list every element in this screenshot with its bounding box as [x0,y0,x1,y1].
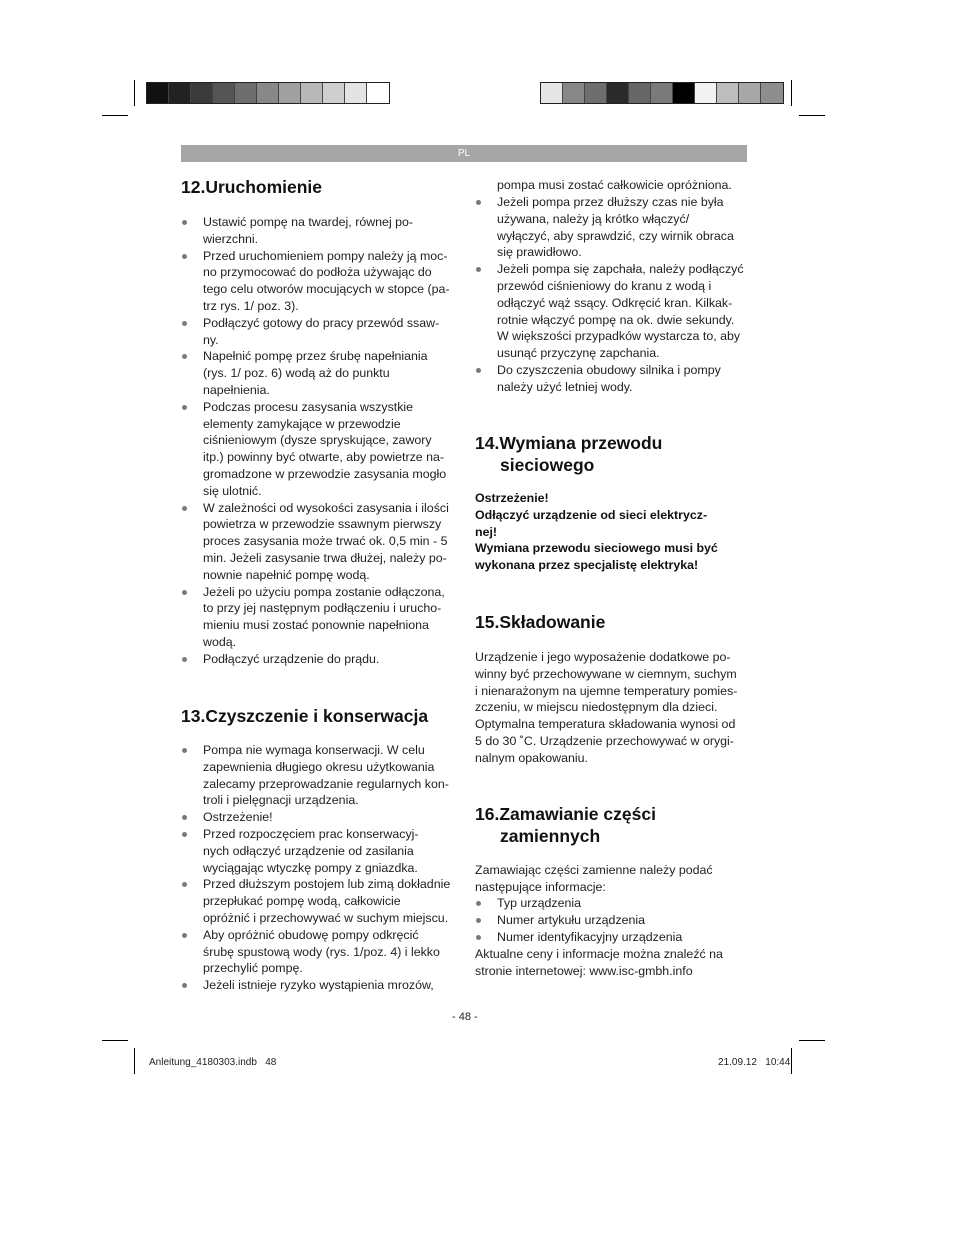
color-bar-right-swatch [739,83,761,103]
list-item [181,348,471,398]
list-item [181,826,471,876]
crop-mark-br-v [791,1048,792,1074]
footer-date: 21.09.12 10:44 [718,1057,791,1068]
text-line: (rys. 1/ poz. 6) wodą aż do punktu [203,366,390,381]
list-item [475,912,765,929]
text-line: nych odłączyć urządzenie od zasilania [203,843,414,858]
text-line: wodą. [203,634,237,649]
text-line: winny być przechowywane w ciemnym, suchym [475,666,737,681]
text-line: i nienarażonym na ujemne temperatury pomies- [475,683,738,698]
text-line: usunąć przyczynę zapchania. [497,346,660,361]
list-item [181,809,471,826]
color-bar-right-swatch [585,83,607,103]
text-line: Aby opróżnić obudowę pompy odkręcić [203,927,419,942]
text-line: następujące informacje: [475,879,606,894]
text-line: trz rys. 1/ poz. 3). [203,298,299,313]
text-line: Przed dłuższym postojem lub zimą dokładnie [203,877,451,892]
color-bar-left-swatch [147,83,169,103]
text-line: no przymocować do podłoża używając do [203,265,432,280]
section-title-line1: Zamawianie części [499,804,656,824]
section-number: 12. [181,177,206,197]
text-line: opróżnić i przechowywać w suchym miejscu. [203,910,449,925]
text-line: Numer artykułu urządzenia [497,912,646,927]
list-item [181,315,471,349]
text-line: tego celu otworów mocujących w stopce (pa- [203,282,450,297]
section-15-text [475,649,765,767]
text-line: Wymiana przewodu sieciowego musi być [475,541,718,556]
text-line: nalnym opakowaniu. [475,750,588,765]
text-line: Przed uruchomieniem pompy należy ją moc- [203,248,448,263]
section-title-line2: sieciowego [500,455,595,475]
crop-mark-tl-v [134,80,135,106]
text-line: używana, należy ją krótko włączyć/ [497,211,690,226]
text-line: śrubę spustową wody (rys. 1/poz. 4) i lekko [203,944,440,959]
text-line: napełnienia. [203,382,270,397]
list-item [181,214,471,248]
text-line: Ostrzeżenie! [475,491,549,505]
color-bar-right-swatch [563,83,585,103]
color-bar-left-swatch [279,83,301,103]
section-number: 13. [181,706,206,726]
text-line: Podczas procesu zasysania wszystkie [203,399,414,414]
list-item [181,876,471,926]
color-bar-right-swatch [717,83,739,103]
section-number: 14. [475,433,500,453]
text-line: Ustawić pompę na twardej, równej po- [203,215,414,229]
list-item [181,500,471,584]
text-line: Jeżeli istnieje ryzyko wystąpienia mrozów, [203,978,434,993]
section-number: 15. [475,612,500,632]
section-12-heading [181,176,322,198]
text-line: się ulotnić. [203,483,262,498]
list-item [181,927,471,977]
text-line: Pompa nie wymaga konserwacji. W celu [203,743,425,757]
color-bar-right [540,82,784,104]
section-12-bullet-list [181,214,471,668]
section-number: 16. [475,804,500,824]
text-line: ny. [203,332,219,347]
color-bar-left-swatch [301,83,323,103]
list-item [475,194,765,261]
text-line: W większości przypadków wystarcza to, aby [497,329,741,344]
text-line: przewód ciśnieniowy do kranu z wodą i [497,278,712,293]
section-13-heading [181,705,428,727]
section-15-heading [475,611,605,633]
text-line: wierzchni. [203,231,259,246]
text-line: W zależności od wysokości zasysania i ilości [203,500,449,515]
section-16-outro [475,946,765,980]
list-item [181,584,471,651]
color-bar-right-swatch [761,83,783,103]
text-line: Jeżeli po użyciu pompa zostanie odłączona, [203,584,445,599]
color-bar-left-swatch [345,83,367,103]
list-item [475,362,765,396]
section-14-heading [475,432,662,476]
text-line: przechylić pompę. [203,961,303,976]
text-line: Numer identyfikacyjny urządzenia [497,929,683,944]
text-line: nej! [475,524,498,539]
list-item [181,248,471,315]
text-line: Przed rozpoczęciem prac konserwacyj- [203,826,419,841]
text-line: Typ urządzenia [497,896,582,910]
color-bar-right-swatch [541,83,563,103]
section-16-bullet-list [475,895,765,945]
section-16-intro [475,862,765,896]
text-line: zczeniu, w miejscu niedostępnym dla dzieci. [475,700,718,715]
section-13-continuation [497,177,757,194]
crop-mark-br-h [799,1040,825,1041]
text-line: Aktualne ceny i informacje można znaleźć na [475,947,723,961]
crop-mark-tl-h [102,115,128,116]
section-title-line2: zamiennych [500,826,601,846]
text-line: przepłukać pompę wodą, całkowicie [203,894,401,909]
section-14-warning [475,490,765,574]
text-line: 5 do 30 ˚C. Urządzenie przechowywać w orygi- [475,733,734,748]
crop-mark-bl-h [102,1040,128,1041]
color-bar-left-swatch [323,83,345,103]
text-line: Jeżeli pompa przez dłuższy czas nie była [497,195,724,209]
text-line: mieniu musi zostać ponownie napełniona [203,618,429,633]
text-line: wyciągając wtyczkę pompy z gniazdka. [203,860,418,875]
section-title-line1: Wymiana przewodu [499,433,663,453]
text-line: ciśnieniowym (dysze spryskujące, zawory [203,433,432,448]
crop-mark-tr-v [791,80,792,106]
text-line: Podłączyć gotowy do pracy przewód ssaw- [203,315,440,330]
color-bar-right-swatch [673,83,695,103]
text-line: nownie napełnić pompę wodą. [203,567,370,582]
section-13-bullet-list-continued [475,194,765,396]
text-line: Optymalna temperatura składowania wynosi od [475,717,736,732]
text-line: pompa musi zostać całkowicie opróżniona. [497,178,732,192]
color-bar-left-swatch [213,83,235,103]
list-item [475,929,765,946]
color-bar-left-swatch [169,83,191,103]
list-item [181,399,471,500]
color-bar-right-swatch [651,83,673,103]
text-line: Podłączyć urządzenie do prądu. [203,651,380,666]
text-line: się prawidłowo. [497,245,582,260]
color-bar-right-swatch [629,83,651,103]
text-line: min. Jeżeli zasysanie trwa dłużej, należy po- [203,550,447,565]
list-item [181,742,471,809]
section-title: Czyszczenie i konserwacja [205,706,429,726]
list-item [475,895,765,912]
language-code: PL [457,148,471,159]
text-line: elementy zamykające w przewodzie [203,416,401,431]
text-line: rotnie włączyć pompę na ok. dwie sekundy. [497,312,735,327]
page-number: - 48 - [452,1011,478,1023]
text-line: Urządzenie i jego wyposażenie dodatkowe po- [475,650,731,664]
text-line: wykonana przez specjalistę elektryka! [475,558,699,573]
text-line: Ostrzeżenie! [203,810,273,825]
text-line: powietrza w przewodzie ssawnym pierwszy [203,517,442,532]
color-bar-right-swatch [695,83,717,103]
color-bar-left-swatch [257,83,279,103]
text-line: stronie internetowej: www.isc-gmbh.info [475,963,693,978]
list-item [475,261,765,362]
list-item [181,977,471,994]
text-line: należy użyć letniej wody. [497,379,633,394]
text-line: to przy jej następnym podłączeniu i urucho- [203,601,442,616]
crop-mark-tr-h [799,115,825,116]
section-title: Składowanie [499,612,606,632]
text-line: gromadzone w przewodzie zasysania mogło [203,466,447,481]
color-bar-right-swatch [607,83,629,103]
text-line: Odłączyć urządzenie od sieci elektrycz- [475,507,708,522]
section-13-bullet-list [181,742,471,994]
text-line: Zamawiając części zamienne należy podać [475,863,713,877]
text-line: Do czyszczenia obudowy silnika i pompy [497,362,721,377]
section-16-heading [475,803,656,847]
color-bar-left [146,82,390,104]
text-line: proces zasysania może trwać ok. 0,5 min - 5 [203,534,448,549]
footer-file-name: Anleitung_4180303.indb 48 [149,1057,277,1068]
text-line: zapewnienia długiego okresu użytkowania [203,759,435,774]
text-line: zalecamy przeprowadzanie regularnych kon- [203,776,449,791]
color-bar-left-swatch [191,83,213,103]
text-line: wyłączyć, aby sprawdzić, czy wirnik obraca [497,228,734,243]
section-title: Uruchomienie [205,177,323,197]
text-line: troli i pielęgnacji urządzenia. [203,793,359,808]
text-line: Jeżeli pompa się zapchała, należy podłączyć [497,262,744,277]
list-item [181,651,471,668]
text-line: odłączyć wąż ssący. Odkręcić kran. Kilkak- [497,295,733,310]
text-line: Napełnić pompę przez śrubę napełniania [203,349,428,364]
color-bar-left-swatch [367,83,389,103]
color-bar-left-swatch [235,83,257,103]
language-header-bar [181,145,747,162]
text-line: itp.) powinny być otwarte, aby powietrze na- [203,450,445,465]
crop-mark-bl-v [134,1048,135,1074]
